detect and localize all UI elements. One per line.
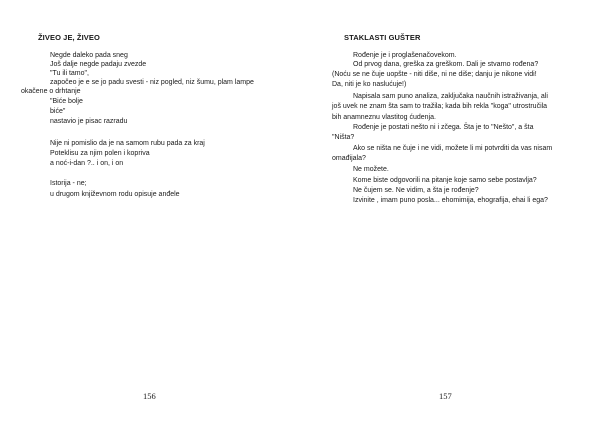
prose-line: omađijala? — [332, 155, 366, 162]
prose-line: još uvek ne znam šta sam to tražila; kada bih rekla "koga" utrostručila — [332, 103, 548, 110]
prose-line: bih anamneznu vlastitog ćudenja. — [332, 114, 436, 121]
prose-line: Izvinite , imam puno posla... ehomimija, ehografija, ehai li ega? — [353, 197, 548, 204]
poem-line: okačene o drhtanje — [21, 88, 81, 95]
poem-line: a noć-i-dan ?.. i on, i on — [50, 160, 124, 167]
poem-line: "Tu ili tamo", — [50, 70, 89, 77]
right-page — [300, 0, 600, 428]
page-number: 157 — [439, 391, 452, 401]
prose-title: STAKLASTI GUŠTER — [344, 33, 421, 42]
prose-line: Rođenje je postati nešto ni i zčega. Šta je to "Nešto", a šta — [353, 124, 534, 131]
page-number: 156 — [143, 391, 156, 401]
poem-line: Još dalje negde padaju zvezde — [50, 61, 147, 68]
poem-title: ŽIVEO JE, ŽIVEO — [38, 33, 100, 42]
poem-line: biće" — [50, 108, 66, 115]
prose-line: Da, niti je ko naslućuje!) — [332, 81, 407, 88]
poem-line: započeo je e se jo padu svesti - niz pogled, niz šumu, plam lampe — [50, 79, 254, 86]
prose-line: "Ništa? — [332, 134, 355, 141]
poem-line: u drugom književnom rodu opisuje anđele — [50, 191, 180, 198]
prose-line: Kome biste odgovorili na pitanje koje samo sebe postavlja? — [353, 177, 537, 184]
prose-line: Ne možete. — [353, 166, 389, 173]
poem-line: Istorija - ne; — [50, 180, 87, 187]
prose-line: (Noću se ne čuje uopšte - niti diše, ni ne diše; danju je nikone vidi! — [332, 71, 537, 78]
prose-line: Ako se ništa ne čuje i ne vidi, možete li mi potvrditi da vas nisam — [353, 145, 553, 152]
prose-line: Ne čujem se. Ne vidim, a šta je rođenje? — [353, 187, 479, 194]
poem-line: Nije ni pomislio da je na samom rubu pada za kraj — [50, 140, 205, 147]
poem-line: Negde daleko pada sneg — [50, 52, 128, 59]
poem-line: nastavio je pisac razradu — [50, 118, 128, 125]
poem-line: "Biće bolje — [50, 98, 83, 105]
prose-line: Napisala sam puno analiza, zaključaka naučnih istraživanja, ali — [353, 93, 548, 100]
prose-line: Rođenje je i proglašenačovekom. — [353, 52, 457, 59]
prose-line: Od prvog dana, greška za greškom. Dali je stvarno rođena? — [353, 61, 539, 68]
poem-line: Poteklisu za njim polen i kopriva — [50, 150, 150, 157]
